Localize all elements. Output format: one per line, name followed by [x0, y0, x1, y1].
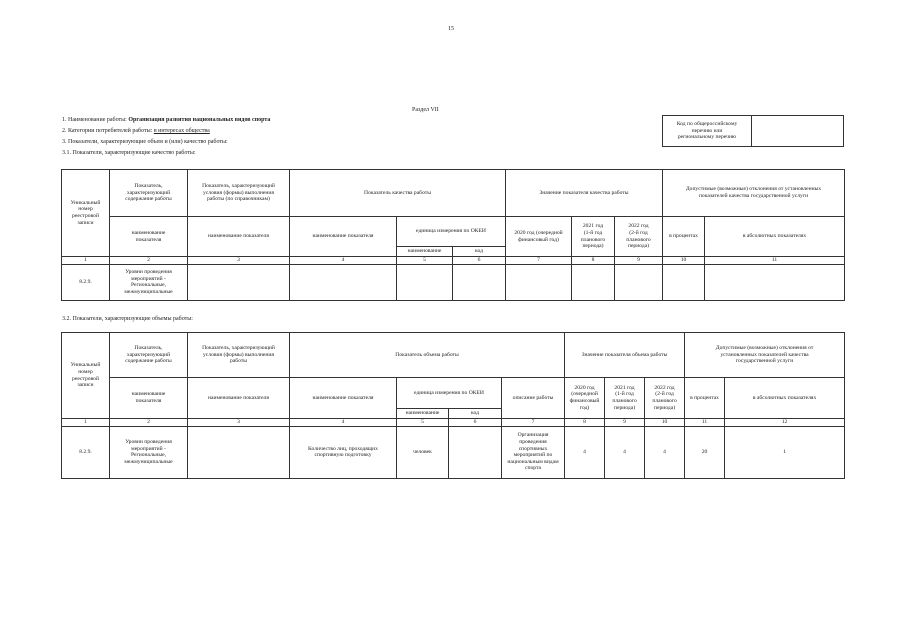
header-indicator-name-3: наименование показателя: [290, 378, 397, 419]
col-number: 8: [565, 419, 605, 427]
row-cell: [449, 426, 502, 478]
col-number: 8: [572, 257, 615, 265]
work-name-value: Организация развития национальных видов спорта: [128, 117, 271, 123]
header-unit: единица измерения по ОКЕИ: [397, 217, 506, 247]
header-description: описание работы: [502, 378, 565, 419]
col-number: 4: [290, 257, 397, 265]
quality-table: [61, 169, 845, 301]
col-number: 4: [290, 419, 397, 427]
header-deviation: Допустимые (возможные) отклонения от установленных показателей качества государственной услуги: [663, 170, 845, 217]
code-box-value: [752, 116, 844, 147]
col-number: 5: [397, 419, 449, 427]
header-absolute: в абсолютных показателях: [725, 378, 845, 419]
table-row: [62, 264, 845, 300]
consumer-category-line: [62, 128, 210, 135]
row-number: 8.2.9.: [62, 264, 110, 300]
header-year-2020: 2020 год (очередной финансовый год): [506, 217, 572, 257]
header-indicator-name: наименование показателя: [110, 217, 188, 257]
section-title: Раздел VII: [412, 107, 439, 113]
col-number: 1: [62, 419, 110, 427]
col-number: 3: [188, 419, 290, 427]
header-unit-code: код: [453, 247, 506, 257]
row-content: Уровни проведения мероприятий - Региональные, межмуниципальные: [110, 264, 188, 300]
row-cell: [188, 264, 290, 300]
row-cell: [453, 264, 506, 300]
col-number: 1: [62, 257, 110, 265]
header-condition: Показатель, характеризующий условия (формы) выполнения работы: [188, 333, 290, 378]
header-year-2021: 2021 год (1-й год планового периода): [572, 217, 615, 257]
code-box-label: Код по общероссийскому перечню или региональному перечню: [663, 116, 752, 147]
volume-indicators-line: 3.2. Показатели, характеризующие объемы работы:: [62, 316, 193, 322]
header-unique-number: Уникальный номер реестровой записи: [62, 170, 110, 257]
header-unit-name: наименование: [397, 247, 453, 257]
col-number: 12: [725, 419, 845, 427]
header-unit-code: код: [449, 409, 502, 419]
row-number: 8.2.9.: [62, 426, 110, 478]
col-number: 10: [645, 419, 685, 427]
col-number: 6: [453, 257, 506, 265]
header-year-2021: 2021 год (1-й год планового периода): [605, 378, 645, 419]
header-values: Значение показателя объема работы: [565, 333, 685, 378]
header-indicator-name-3: наименование показателя: [290, 217, 397, 257]
row-content: Уровни проведения мероприятий - Региональные, межмуниципальные: [110, 426, 188, 478]
row-cell: [615, 264, 663, 300]
col-number: 11: [685, 419, 725, 427]
header-indicator-name: наименование показателя: [110, 378, 188, 419]
col-number: 6: [449, 419, 502, 427]
indicators-line: 3. Показатели, характеризующие объем и (или) качество работы:: [62, 139, 228, 145]
quality-indicators-line: 3.1. Показатели, характеризующие качество работы:: [62, 150, 196, 156]
header-content: Показатель, характеризующий содержание работы: [110, 170, 188, 217]
header-percent: в процентах: [685, 378, 725, 419]
header-condition: Показатель, характеризующий условия (формы) выполнения работы (по справочникам): [188, 170, 290, 217]
header-values: Значение показателя качества работы: [506, 170, 663, 217]
page-number: 15: [448, 26, 454, 32]
row-cell: [188, 426, 290, 478]
row-cell: [705, 264, 845, 300]
header-indicator-name-2: наименование показателя: [188, 217, 290, 257]
row-cell: [290, 264, 397, 300]
row-percent: 20: [685, 426, 725, 478]
col-number: 9: [615, 257, 663, 265]
header-indicator-name-2: наименование показателя: [188, 378, 290, 419]
row-value-2022: 4: [645, 426, 685, 478]
header-year-2022: 2022 год (2-й год планового периода): [645, 378, 685, 419]
row-description: Организация проведения спортивных мероприятий по национальным видам спорта: [502, 426, 565, 478]
header-percent: в процентах: [663, 217, 705, 257]
header-year-2020: 2020 год (очередной финансовый год): [565, 378, 605, 419]
header-year-2022: 2022 год (2-й год планового периода): [615, 217, 663, 257]
col-number: 9: [605, 419, 645, 427]
consumer-category-value: в интересах общества: [153, 128, 210, 134]
row-indicator: Количество лиц, проходящих спортивную подготовку: [290, 426, 397, 478]
col-number: 10: [663, 257, 705, 265]
header-unit-name: наименование: [397, 409, 449, 419]
header-content: Показатель, характеризующий содержание работы: [110, 333, 188, 378]
table-row: [62, 426, 845, 478]
col-number: 7: [502, 419, 565, 427]
row-cell: [663, 264, 705, 300]
volume-table: [61, 332, 845, 479]
header-absolute: в абсолютных показателях: [705, 217, 845, 257]
consumer-category-label: 2. Категории потребителей работы:: [62, 128, 153, 134]
col-number: 5: [397, 257, 453, 265]
header-quality: Показатель качества работы: [290, 170, 506, 217]
row-value-2021: 4: [605, 426, 645, 478]
row-cell: [506, 264, 572, 300]
col-number: 2: [110, 257, 188, 265]
col-number: 2: [110, 419, 188, 427]
header-volume: Показатель объема работы: [290, 333, 565, 378]
row-unit: человек: [397, 426, 449, 478]
col-number: 3: [188, 257, 290, 265]
row-value-2020: 4: [565, 426, 605, 478]
header-deviation: Допустимые (возможные) отклонения от установленных показателей качества государственной услуги: [685, 333, 845, 378]
row-absolute: 1: [725, 426, 845, 478]
col-number: 11: [705, 257, 845, 265]
row-cell: [397, 264, 453, 300]
header-unique-number: Уникальный номер реестровой записи: [62, 333, 110, 419]
header-unit: единица измерения по ОКЕИ: [397, 378, 502, 409]
work-name-label: 1. Наименование работы:: [62, 117, 127, 123]
row-cell: [572, 264, 615, 300]
code-box: [662, 115, 844, 147]
col-number: 7: [506, 257, 572, 265]
work-name-line: [62, 117, 270, 124]
